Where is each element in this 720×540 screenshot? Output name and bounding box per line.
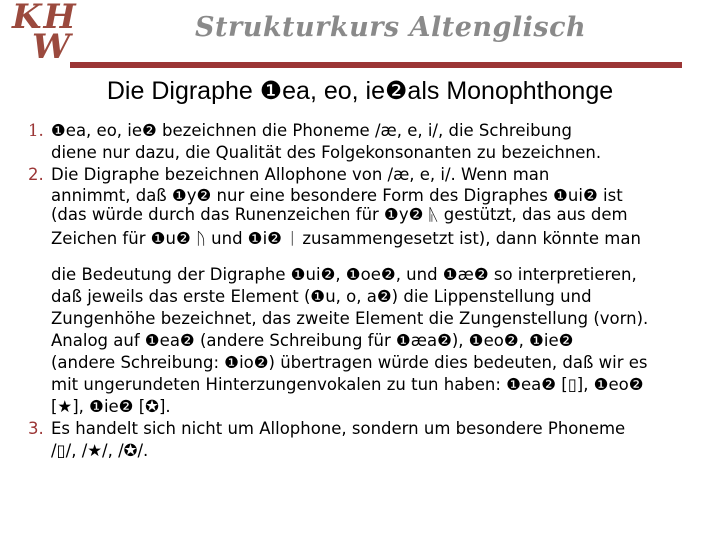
slide-title: Die Digraphe ❶ea, eo, ie❷als Monophthonge [106,77,614,105]
slide-content [28,120,692,462]
logo-line-1: KH [12,0,78,37]
item-line: (andere Schreibung: ❶io❷) übertragen würde dies bedeuten, daß wir es [51,353,648,372]
item-line: (das würde durch das Runenzeichen für ❶y❷ ᚣ gestützt, das aus dem [51,205,628,224]
item-line: ❶ea, eo, ie❷ bezeichnen die Phoneme /æ, e, i/, die Schreibung [51,121,572,140]
list-item-3 [28,418,692,462]
item-line: daß jeweils das erste Element (❶u, o, a❷) die Lippenstellung und [51,287,592,306]
item-line: Die Digraphe bezeichnen Allophone von /æ, e, i/. Wenn man [51,165,550,184]
item-number: 2. [28,165,44,184]
list-item-2 [28,164,692,418]
list-item-1 [28,120,692,164]
item-line: [★], ❶ie❷ [✪]. [51,397,171,416]
item-line: Zeichen für ❶u❷ ᚢ und ❶i❷ ᛁ zusammengesetzt ist), dann könnte man [51,229,641,248]
logo-line-2: W [32,27,71,67]
item-line: /▯/, /★/, /✪/. [51,441,149,460]
item-line: Analog auf ❶ea❷ (andere Schreibung für ❶æa❷), ❶eo❷, ❶ie❷ [51,331,574,350]
item-line: diene nur dazu, die Qualität des Folgekonsonanten zu bezeichnen. [51,143,602,162]
item-line: mit ungerundeten Hinterzungenvokalen zu tun haben: ❶ea❷ [▯], ❶eo❷ [51,375,644,394]
item-number: 1. [28,121,44,140]
item-line: Zungenhöhe bezeichnet, das zweite Element die Zungenstellung (vorn). [51,309,649,328]
item-line: Es handelt sich nicht um Allophone, sondern um besondere Phoneme [51,419,626,438]
header-divider [70,62,682,68]
item-line: die Bedeutung der Digraphe ❶ui❷, ❶oe❷, und ❶æ❷ so interpretieren, [51,265,637,284]
item-line: annimmt, daß ❶y❷ nur eine besondere Form des Digraphes ❶ui❷ ist [51,186,623,205]
course-title: Strukturkurs Altenglisch [195,12,587,43]
item-number: 3. [28,419,44,438]
khw-logo [12,0,78,67]
spacer [51,254,692,264]
